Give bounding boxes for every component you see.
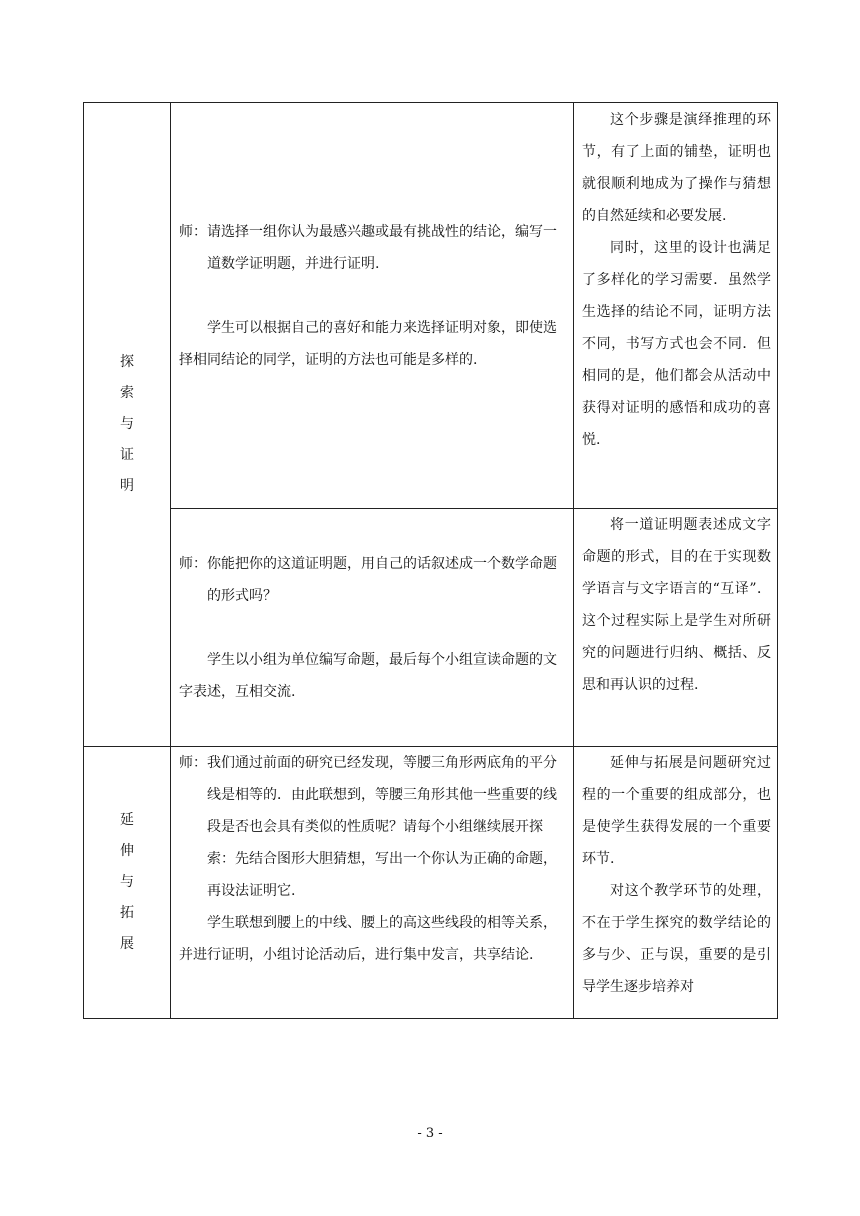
- design-intent-text: 同时，这里的设计也满足了多样化的学习需要．虽然学生选择的结论不同，证明方法不同，书写方式也会不同．但相同的是，他们都会从活动中获得对证明的感悟和成功的喜悦.: [582, 240, 771, 448]
- lesson-plan-table: [83, 102, 778, 1019]
- teacher-prompt: 师：请选择一组你认为最感兴趣或最有挑战性的结论，编写一道数学证明题，并进行证明.: [179, 223, 557, 272]
- stage-char: 索: [120, 385, 134, 401]
- stage-char: 延: [120, 812, 134, 828]
- stage-char: 拓: [120, 905, 134, 921]
- activity-cell: [171, 103, 574, 509]
- teacher-prompt: 师：我们通过前面的研究已经发现，等腰三角形两底角的平分线是相等的．由此联想到，等腰三角形其他一些重要的线段是否也会具有类似的性质呢？请每个小组继续展开探索：先结合图形大胆猜想，写出一个你认为正确的命题，再设法证明它.: [179, 755, 557, 899]
- stage-char: 探: [120, 354, 134, 370]
- student-activity: 学生可以根据自己的喜好和能力来选择证明对象，即使选择相同结论的同学，证明的方法也可能是多样的.: [179, 319, 557, 368]
- design-intent-cell: [574, 509, 778, 747]
- stage-char: 展: [120, 936, 134, 952]
- stage-cell-extend-expand: [84, 747, 171, 1019]
- table-row: [84, 747, 778, 1019]
- teacher-prompt: 师：你能把你的这道证明题，用自己的话叙述成一个数学命题的形式吗？: [179, 555, 557, 604]
- student-activity: 学生以小组为单位编写命题，最后每个小组宣读命题的文字表述，互相交流.: [179, 651, 557, 700]
- table-row: [84, 103, 778, 509]
- design-intent-cell: [574, 103, 778, 509]
- stage-cell-explore-prove: [84, 103, 171, 747]
- design-intent-cell: [574, 747, 778, 1019]
- stage-char: 与: [120, 416, 134, 432]
- design-intent-text: 这个步骤是演绎推理的环节，有了上面的铺垫，证明也就很顺利地成为了操作与猜想的自然延续和必要发展.: [582, 112, 771, 224]
- stage-char: 证: [120, 447, 134, 463]
- activity-cell: [171, 747, 574, 1019]
- activity-cell: [171, 509, 574, 747]
- stage-char: 与: [120, 874, 134, 890]
- stage-char: 明: [120, 478, 134, 494]
- design-intent-text: 将一道证明题表述成文字命题的形式，目的在于实现数学语言与文字语言的“互译”．这个过程实际上是学生对所研究的问题进行归纳、概括、反思和再认识的过程.: [582, 517, 771, 693]
- student-activity: 学生联想到腰上的中线、腰上的高这些线段的相等关系，并进行证明，小组讨论活动后，进行集中发言，共享结论.: [179, 915, 557, 963]
- design-intent-text: 延伸与拓展是问题研究过程的一个重要的组成部分，也是使学生获得发展的一个重要环节.: [582, 755, 771, 867]
- page-number: - 3 -: [417, 1126, 443, 1141]
- stage-char: 伸: [120, 843, 134, 859]
- design-intent-text: 对这个教学环节的处理，不在于学生探究的数学结论的多与少、正与误，重要的是引导学生逐步培养对: [582, 883, 771, 995]
- table-row: [84, 509, 778, 747]
